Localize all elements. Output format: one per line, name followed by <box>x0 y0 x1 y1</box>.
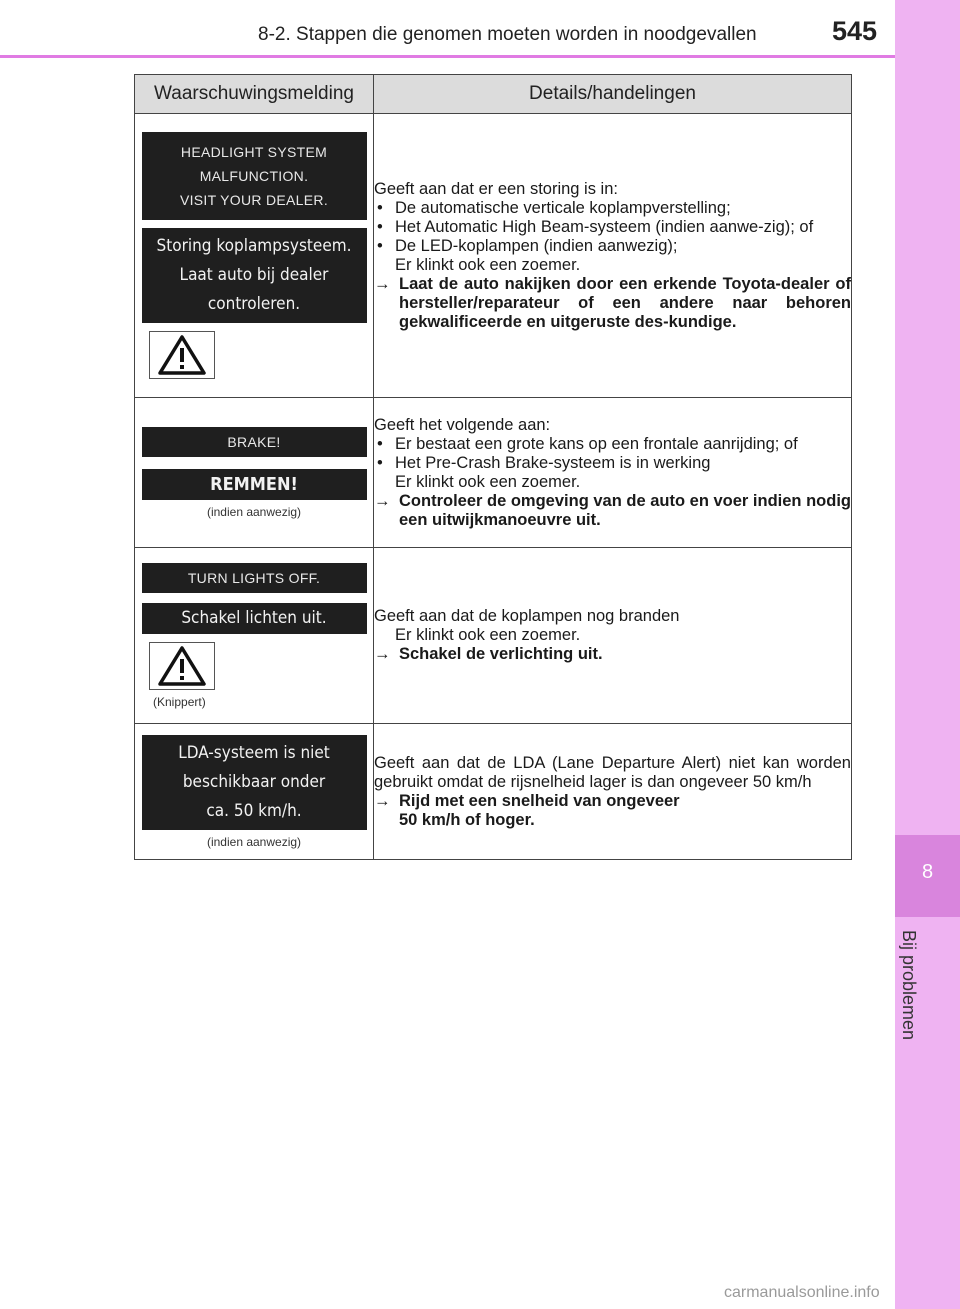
details-bullet: • De LED-koplampen (indien aanwezig); <box>374 237 851 256</box>
action-instruction: → Schakel de verlichting uit. <box>374 645 851 664</box>
action-instruction: → Controleer de omgeving van de auto en voer indien nodig een uitwijkmanoeuvre uit. <box>374 492 851 530</box>
action-instruction: → Rijd met een snelheid van ongeveer 50 km/h of hoger. <box>374 792 851 830</box>
buzzer-note: Er klinkt ook een zoemer. <box>395 472 581 491</box>
message-cell <box>135 398 374 548</box>
details-cell <box>374 398 852 548</box>
message-cell <box>135 114 374 398</box>
column-header-details: Details/handelingen <box>374 75 852 114</box>
action-instruction: → Laat de auto nakijken door een erkende Toyota-dealer of hersteller/reparateur of een andere naar behoren gekwalificeerde en uitgeruste des-kundige. <box>374 275 851 332</box>
section-title: 8-2. Stappen die genomen moeten worden in noodgevallen <box>258 24 757 45</box>
warning-message-table <box>134 74 852 860</box>
details-bullet: • De automatische verticale koplampverstelling; <box>374 199 851 218</box>
message-cell <box>135 548 374 724</box>
display-dutch: Schakel lichten uit. <box>142 603 367 634</box>
details-bullet: • Er bestaat een grote kans op een frontale aanrijding; of <box>374 435 851 454</box>
availability-note: (indien aanwezig) <box>206 834 302 849</box>
details-intro: Geeft aan dat de koplampen nog branden <box>374 607 680 625</box>
details-intro: Geeft aan dat de LDA (Lane Departure Alert) niet kan worden gebruikt omdat de rijsnelheid lager is dan ongeveer 50 km/h <box>374 753 851 791</box>
chapter-side-tab <box>895 0 960 1309</box>
column-header-message: Waarschuwingsmelding <box>135 75 374 114</box>
details-bullet: • Het Automatic High Beam-systeem (indien aanwe-zig); of <box>374 218 851 237</box>
watermark: carmanualsonline.info <box>724 1284 880 1301</box>
table-row <box>135 114 852 398</box>
table-row <box>135 398 852 548</box>
header-rule <box>0 55 895 58</box>
chapter-number-box <box>895 835 960 917</box>
chapter-label-text: Bij problemen <box>899 930 919 1041</box>
details-intro: Geeft aan dat er een storing is in: <box>374 179 618 198</box>
page-number: 545 <box>832 16 878 46</box>
table-header-row <box>135 75 852 114</box>
display-english: TURN LIGHTS OFF. <box>142 563 367 593</box>
display-dutch: Storing koplampsysteem. Laat auto bij dealer controleren. <box>142 228 367 323</box>
details-cell <box>374 724 852 860</box>
buzzer-note: Er klinkt ook een zoemer. <box>395 626 581 644</box>
table-row <box>135 724 852 860</box>
availability-note: (indien aanwezig) <box>206 504 302 519</box>
warning-triangle-icon <box>149 331 215 379</box>
display-dutch: LDA-systeem is niet beschikbaar onder ca. 50 km/h. <box>142 735 367 830</box>
chapter-number: 8 <box>921 861 934 883</box>
warning-triangle-icon <box>149 642 215 690</box>
display-english: HEADLIGHT SYSTEM MALFUNCTION. VISIT YOUR DEALER. <box>142 132 367 220</box>
buzzer-note: Er klinkt ook een zoemer. <box>395 255 581 274</box>
display-english: BRAKE! <box>142 427 367 457</box>
blink-note: (Knippert) <box>153 694 206 709</box>
table-row <box>135 548 852 724</box>
display-dutch: REMMEN! <box>142 469 367 500</box>
message-cell <box>135 724 374 860</box>
chapter-label <box>898 930 928 1060</box>
page-header <box>0 0 895 55</box>
details-bullet: • Het Pre-Crash Brake-systeem is in werking <box>374 454 851 473</box>
details-cell <box>374 114 852 398</box>
details-cell <box>374 548 852 724</box>
details-intro: Geeft het volgende aan: <box>374 415 551 434</box>
